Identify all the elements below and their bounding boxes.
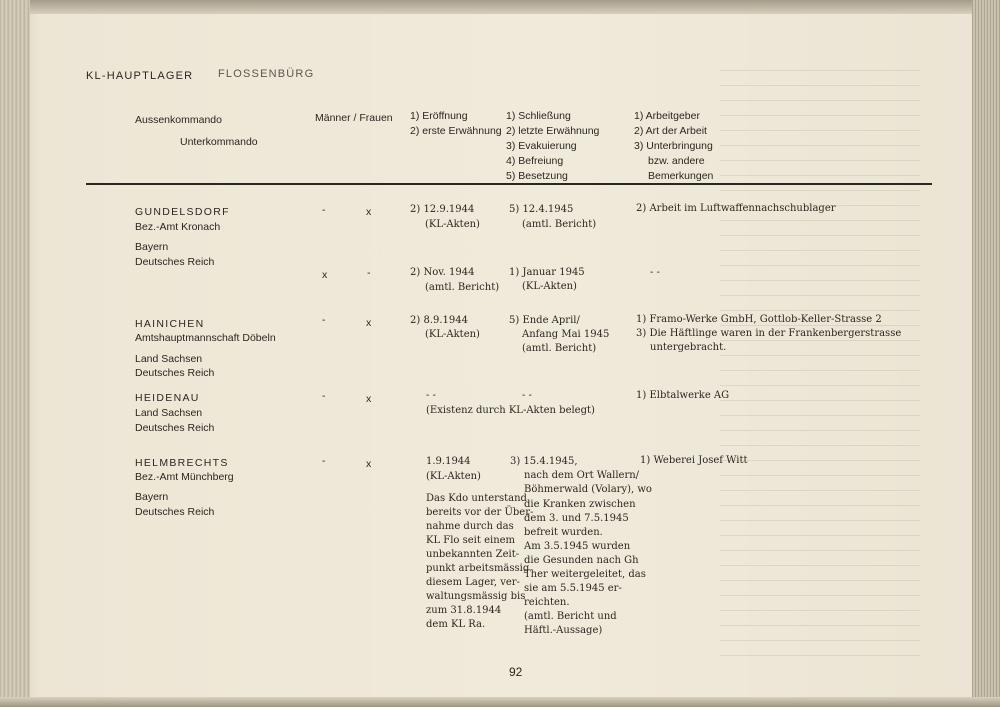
helmbrechts-open-line: waltungsmässig bis <box>426 591 526 602</box>
row-gundelsdorf2-open-0: 2) Nov. 1944 <box>410 267 475 278</box>
helmbrechts-open-line: bereits vor der Über- <box>426 507 534 518</box>
row-heidenau-women: x <box>366 393 372 405</box>
page-bottom-edge <box>0 697 1000 707</box>
header-rule <box>86 183 932 185</box>
row-heidenau-open-0: - - <box>426 390 436 401</box>
helmbrechts-open-line: Das Kdo unterstand <box>426 493 527 504</box>
row-gundelsdorf-women-2: - <box>367 267 371 279</box>
row-gundelsdorf-men-2: x <box>322 269 328 281</box>
row-hainichen-name: HAINICHEN <box>135 318 205 330</box>
helmbrechts-open-line: dem KL Ra. <box>426 619 486 630</box>
row-helmbrechts-district: Bez.-Amt Münchberg <box>135 471 234 483</box>
row-helmbrechts-men: - <box>322 455 326 467</box>
col-header-schliessung: 1) Schließung <box>506 110 571 122</box>
page-stack-edge <box>972 0 1000 707</box>
row-hainichen-notes-0: 1) Framo-Werke GmbH, Gottlob-Keller-Strasse 2 <box>636 314 882 325</box>
row-heidenau-men: - <box>322 390 326 402</box>
row-heidenau-close-0: - - <box>522 390 532 401</box>
row-gundelsdorf2-open-1: (amtl. Bericht) <box>425 282 500 293</box>
helmbrechts-close-line: nach dem Ort Wallern/ <box>524 470 640 481</box>
row-gundelsdorf2-notes-0: - - <box>650 267 660 278</box>
row-heidenau-country: Deutsches Reich <box>135 422 215 434</box>
row-gundelsdorf-state: Bayern <box>135 241 169 253</box>
helmbrechts-open-line: unbekannten Zeit- <box>426 549 520 560</box>
helmbrechts-close-line: 3) 15.4.1945, <box>510 456 578 467</box>
row-hainichen-close-2: (amtl. Bericht) <box>522 343 597 354</box>
row-gundelsdorf2-close-1: (KL-Akten) <box>522 281 577 292</box>
row-hainichen-close-0: 5) Ende April/ <box>509 315 580 326</box>
page-top-edge <box>0 0 1000 14</box>
row-hainichen-men: - <box>322 314 326 326</box>
col-header-erste-erwaehnung: 2) erste Erwähnung <box>410 125 502 137</box>
row-gundelsdorf-country: Deutsches Reich <box>135 256 215 268</box>
row-hainichen-notes-1: 3) Die Häftlinge waren in der Frankenbergerstrasse <box>636 328 902 339</box>
col-header-eroeffnung: 1) Eröffnung <box>410 110 468 122</box>
row-gundelsdorf-open-0: 2) 12.9.1944 <box>410 204 475 215</box>
col-header-unterkommando: Unterkommando <box>180 136 258 148</box>
row-helmbrechts-notes-0: 1) Weberei Josef Witt <box>640 455 748 466</box>
row-hainichen-close-1: Anfang Mai 1945 <box>522 329 610 340</box>
row-heidenau-state: Land Sachsen <box>135 407 203 419</box>
helmbrechts-open-line: diesem Lager, ver- <box>426 577 520 588</box>
col-header-unterbringung: 3) Unterbringung <box>634 140 713 152</box>
helmbrechts-close-line: sie am 5.5.1945 er- <box>524 583 622 594</box>
helmbrechts-open-line: (KL-Akten) <box>426 471 481 482</box>
col-header-befreiung: 4) Befreiung <box>506 155 564 167</box>
book-binding <box>0 0 30 707</box>
page-number: 92 <box>509 665 523 679</box>
helmbrechts-open-line: zum 31.8.1944 <box>426 605 502 616</box>
row-hainichen-state: Land Sachsen <box>135 353 203 365</box>
row-gundelsdorf-open-1: (KL-Akten) <box>425 219 480 230</box>
col-header-arbeitgeber: 1) Arbeitgeber <box>634 110 700 122</box>
row-gundelsdorf-women: x <box>366 206 372 218</box>
row-hainichen-open-0: 2) 8.9.1944 <box>410 315 468 326</box>
col-header-art-der-arbeit: 2) Art der Arbeit <box>634 125 707 137</box>
page-subtitle: FLOSSENBÜRG <box>218 68 315 80</box>
row-heidenau-name: HEIDENAU <box>135 392 200 404</box>
col-header-maenner-frauen: Männer / Frauen <box>315 112 393 124</box>
helmbrechts-close-line: Böhmerwald (Volary), wo <box>524 484 652 495</box>
col-header-bemerkungen: Bemerkungen <box>648 170 714 182</box>
helmbrechts-close-line: Häftl.-Aussage) <box>524 625 603 636</box>
helmbrechts-close-line: Ther weitergeleitet, das <box>524 569 646 580</box>
row-hainichen-district: Amtshauptmannschaft Döbeln <box>135 332 276 344</box>
col-header-besetzung: 5) Besetzung <box>506 170 568 182</box>
row-heidenau-notes-0: 1) Elbtalwerke AG <box>636 390 730 401</box>
row-gundelsdorf2-close-0: 1) Januar 1945 <box>509 267 585 278</box>
row-gundelsdorf-close-0: 5) 12.4.1945 <box>509 204 574 215</box>
col-header-letzte-erwaehnung: 2) letzte Erwähnung <box>506 125 600 137</box>
row-gundelsdorf-name: GUNDELSDORF <box>135 206 230 218</box>
row-gundelsdorf-district: Bez.-Amt Kronach <box>135 221 221 233</box>
col-header-bzw-andere: bzw. andere <box>648 155 705 167</box>
row-hainichen-women: x <box>366 317 372 329</box>
row-hainichen-notes-2: untergebracht. <box>650 342 727 353</box>
helmbrechts-close-line: die Gesunden nach Gh <box>524 555 639 566</box>
helmbrechts-open-line: KL Flo seit einem <box>426 535 516 546</box>
col-header-evakuierung: 3) Evakuierung <box>506 140 577 152</box>
row-hainichen-country: Deutsches Reich <box>135 367 215 379</box>
row-helmbrechts-country: Deutsches Reich <box>135 506 215 518</box>
helmbrechts-close-line: (amtl. Bericht und <box>524 611 617 622</box>
helmbrechts-open-line: nahme durch das <box>426 521 514 532</box>
page-title: KL-HAUPTLAGER <box>86 70 194 82</box>
row-gundelsdorf-close-1: (amtl. Bericht) <box>522 219 597 230</box>
row-heidenau-open-1: (Existenz durch KL-Akten belegt) <box>426 405 595 416</box>
helmbrechts-open-line: 1.9.1944 <box>426 456 471 467</box>
helmbrechts-close-line: dem 3. und 7.5.1945 <box>524 513 629 524</box>
helmbrechts-close-line: reichten. <box>524 597 570 608</box>
row-gundelsdorf-notes-0: 2) Arbeit im Luftwaffennachschublager <box>636 203 836 214</box>
row-helmbrechts-state: Bayern <box>135 491 169 503</box>
bleed-through <box>720 60 920 660</box>
row-gundelsdorf-men: - <box>322 204 326 216</box>
row-hainichen-open-1: (KL-Akten) <box>425 329 480 340</box>
helmbrechts-close-line: Am 3.5.1945 wurden <box>524 541 631 552</box>
helmbrechts-close-line: befreit wurden. <box>524 527 603 538</box>
row-helmbrechts-name: HELMBRECHTS <box>135 457 229 469</box>
helmbrechts-close-line: die Kranken zwischen <box>524 499 636 510</box>
col-header-aussenkommando: Aussenkommando <box>135 114 222 126</box>
row-helmbrechts-women: x <box>366 458 372 470</box>
helmbrechts-open-line: punkt arbeitsmässig <box>426 563 530 574</box>
